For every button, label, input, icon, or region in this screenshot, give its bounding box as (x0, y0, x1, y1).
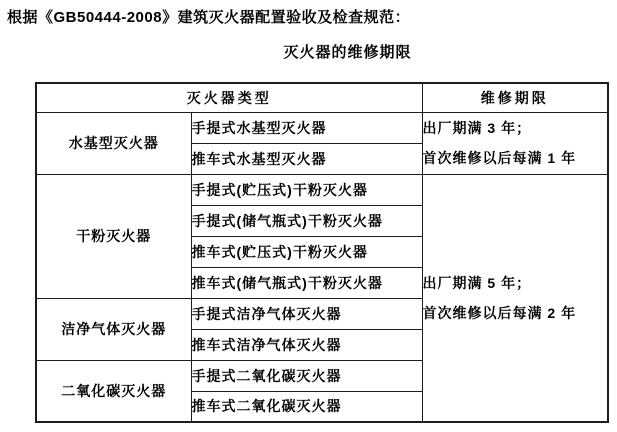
group-cell-dry-powder: 干粉灭火器 (36, 174, 191, 298)
type-cell: 手提式(储气瓶式)干粉灭火器 (191, 205, 422, 236)
period-cell-5-year (422, 174, 608, 422)
type-cell: 推车式水基型灭火器 (191, 143, 422, 174)
document-heading: 根据《GB50444-2008》建筑灭火器配置验收及检查规范： (7, 9, 411, 26)
type-cell: 推车式洁净气体灭火器 (191, 329, 422, 360)
repair-period-table (35, 82, 609, 423)
type-cell: 手提式水基型灭火器 (191, 112, 422, 143)
type-cell: 推车式(储气瓶式)干粉灭火器 (191, 267, 422, 298)
group-cell-water-based: 水基型灭火器 (36, 112, 191, 174)
header-extinguisher-type: 灭火器类型 (36, 83, 422, 112)
group-cell-clean-gas: 洁净气体灭火器 (36, 298, 191, 360)
table-row (36, 174, 608, 205)
table-header-row (36, 83, 608, 112)
header-repair-period: 维修期限 (422, 83, 608, 112)
group-cell-carbon-dioxide: 二氧化碳灭火器 (36, 360, 191, 422)
type-cell: 推车式(贮压式)干粉灭火器 (191, 236, 422, 267)
type-cell: 手提式二氧化碳灭火器 (191, 360, 422, 391)
table-title-container (0, 41, 617, 62)
period-line-2: 首次维修以后每满 2 年 (422, 304, 577, 321)
type-cell: 手提式(贮压式)干粉灭火器 (191, 174, 422, 205)
period-cell-3-year (422, 112, 608, 174)
type-cell: 推车式二氧化碳灭火器 (191, 391, 422, 422)
period-line-2: 首次维修以后每满 1 年 (422, 150, 577, 166)
table-row (36, 112, 608, 143)
period-line-1: 出厂期满 3 年； (422, 120, 532, 136)
table-title: 灭火器的维修期限 (283, 44, 412, 61)
period-line-1: 出厂期满 5 年； (422, 274, 532, 291)
type-cell: 手提式洁净气体灭火器 (191, 298, 422, 329)
